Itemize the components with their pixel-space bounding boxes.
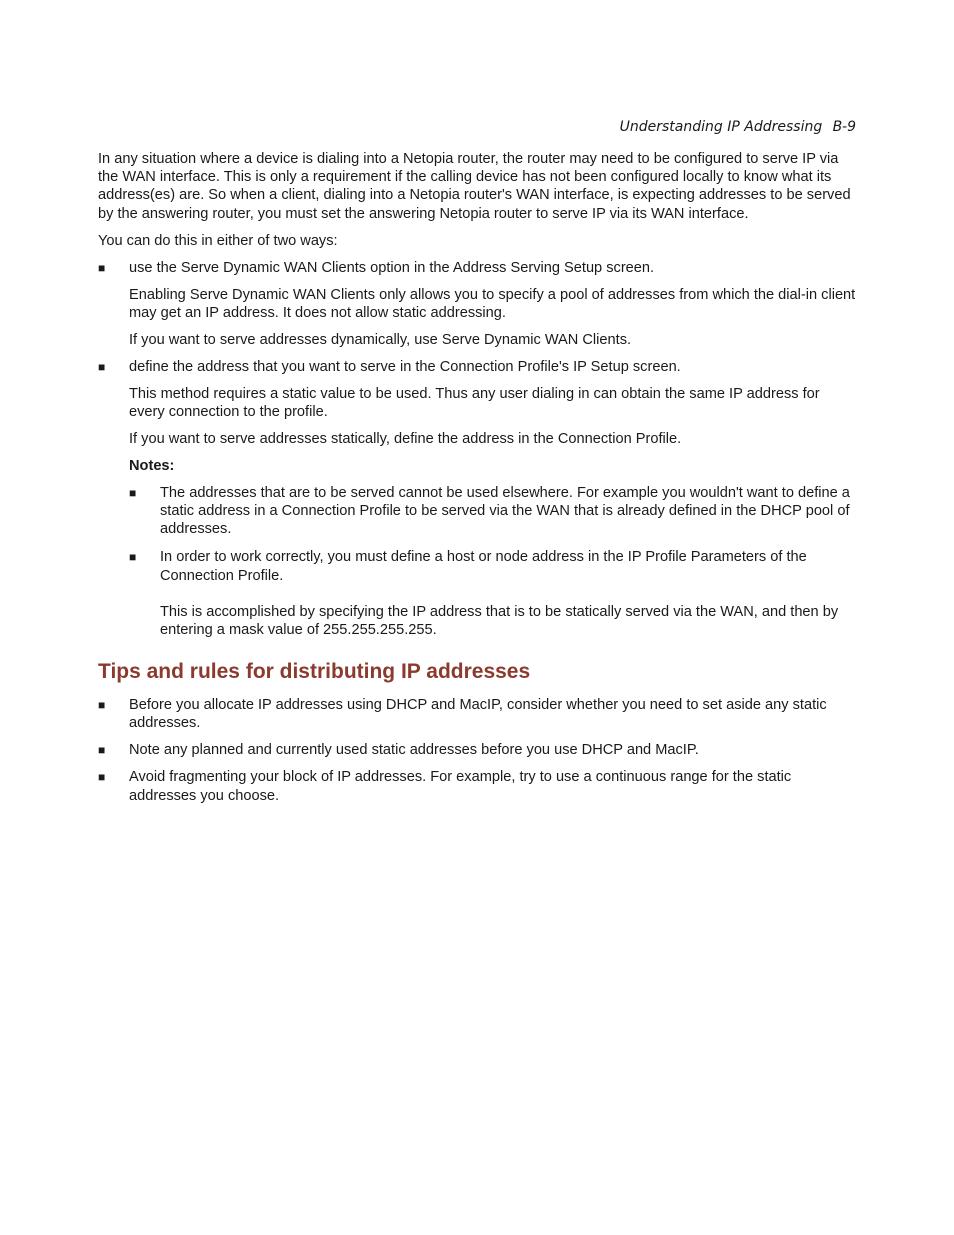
way-one-detail-2: If you want to serve addresses dynamically, use Serve Dynamic WAN Clients. xyxy=(129,331,632,348)
tip-item-1 xyxy=(98,696,856,732)
tip-item-2 xyxy=(98,741,856,759)
way-two-detail-1: This method requires a static value to be used. Thus any user dialing in can obtain the same IP address for every connection to the profile. xyxy=(129,385,820,421)
bullet-marker: ■ xyxy=(98,260,106,275)
page-number: B-9 xyxy=(832,119,856,135)
page-content xyxy=(98,150,856,814)
bullet-marker: ■ xyxy=(129,486,137,501)
note-1-text: The addresses that are to be served cannot be used elsewhere. For example you wouldn't want to define a static address in a Connection Profile to be served via the WAN that is already defined in the DHCP pool of addresses. xyxy=(160,485,850,538)
running-header xyxy=(620,119,856,135)
note-2-continuation: This is accomplished by specifying the IP address that is to be statically served via the WAN, and then by entering a mask value of 255.255.255.255. xyxy=(160,603,839,639)
list-item-way-one xyxy=(98,259,856,277)
notes-label: Notes: xyxy=(129,458,175,475)
section-heading: Tips and rules for distributing IP addresses xyxy=(98,660,531,684)
way-one-detail-1: Enabling Serve Dynamic WAN Clients only allows you to specify a pool of addresses from which the dial-in client may get an IP address. It does not allow static addressing. xyxy=(129,286,856,321)
way-two-detail-2: If you want to serve addresses statically, define the address in the Connection Profile. xyxy=(129,431,682,448)
bullet-marker: ■ xyxy=(98,770,106,785)
bullet-marker: ■ xyxy=(98,359,106,374)
bullet-marker: ■ xyxy=(98,698,106,713)
bullet-marker: ■ xyxy=(129,550,137,565)
list-item-way-two xyxy=(98,358,856,376)
bullet-marker: ■ xyxy=(98,743,106,758)
note-2-text: In order to work correctly, you must define a host or node address in the IP Profile Parameters of the Connection Profile. xyxy=(160,549,807,584)
tip-2-text: Note any planned and currently used static addresses before you use DHCP and MacIP. xyxy=(129,742,699,759)
tip-item-3 xyxy=(98,768,856,804)
way-one-text: use the Serve Dynamic WAN Clients option in the Address Serving Setup screen. xyxy=(129,259,655,276)
tip-3-text: Avoid fragmenting your block of IP addresses. For example, try to use a continuous range for the static addresses you choose. xyxy=(129,769,792,804)
tip-1-text: Before you allocate IP addresses using DHCP and MacIP, consider whether you need to set aside any static addresses. xyxy=(129,697,827,732)
ways-intro: You can do this in either of two ways: xyxy=(98,232,338,249)
note-item-1 xyxy=(98,484,856,539)
intro-paragraph: In any situation where a device is dialing into a Netopia router, the router may need to be configured to serve IP via the WAN interface. This is only a requirement if the calling device has not been configured locally to know what its address(es) are. So when a client, dialing into a Netopia router's WAN interface, is expecting addresses to be served by the answering router, you must set the answering Netopia router to serve IP via its WAN interface. xyxy=(98,151,851,222)
note-item-2 xyxy=(98,548,856,639)
chapter-title: Understanding IP Addressing xyxy=(619,119,823,135)
way-two-text: define the address that you want to serve in the Connection Profile's IP Setup screen. xyxy=(129,358,681,375)
